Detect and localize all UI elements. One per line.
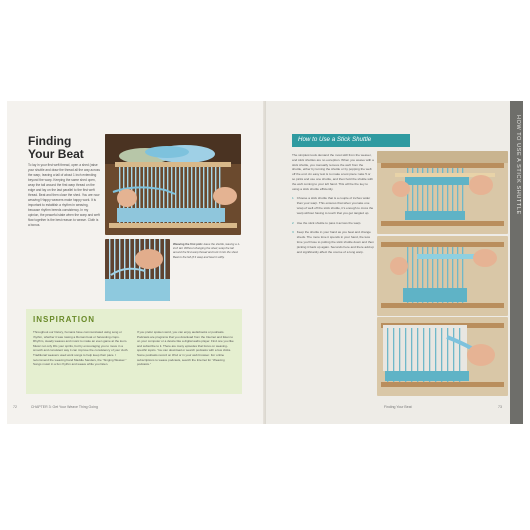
stick-shuttle-photo-1 bbox=[377, 151, 508, 234]
step-item bbox=[292, 230, 374, 254]
step-item bbox=[292, 221, 374, 226]
page-number-left: 72 bbox=[13, 405, 17, 409]
chapter-footer: CHAPTER 3: Get Your Weave Thing Going bbox=[30, 405, 98, 409]
loom-photo-closeup bbox=[105, 239, 170, 301]
section-heading-bar bbox=[292, 134, 410, 147]
body-text: To lay in your first weft thread, open a shed (raise your shuttle and draw the thread all the way across the warp, leaving a tail of about 1 inch extending beyond the warp. Keeping the same shed open, wrap the tail around the first warp thread on the edge and lay on the last parallel to the first weft thread. Beat and then close the shed. You are now weaving! Happy weavers make happy work. It is important to establish a rhythm in weaving, because rhythm breeds consistency. In my opinion, the peaceful state when the warp and weft flow together is the best reason to weave. Cloth is a bonus. bbox=[28, 163, 100, 227]
step-text: Choose a stick shuttle that is a couple of inches wider than your warp. This ensures that when you take one wrap of weft off the stick shuttle, it's enough to cross the warp without having to touch that you get tangled up. bbox=[296, 196, 374, 215]
photo-caption bbox=[173, 242, 243, 259]
book-spread bbox=[7, 101, 523, 424]
right-page bbox=[266, 101, 523, 424]
caption-text: leave the shuttle, leaving a 1-inch tail. Without changing the shed, wrap the tail around the first warp thread and tuck it into the shed. Beat to the fell (if it was) and beat it softly. bbox=[173, 242, 240, 259]
inspiration-box bbox=[26, 309, 242, 394]
sidebar-label: HOW TO USE A STICK SHUTTLE bbox=[515, 115, 521, 215]
inspiration-title: INSPIRATION bbox=[33, 315, 95, 324]
step-number: 2 bbox=[292, 220, 294, 225]
page-number-right: 73 bbox=[498, 405, 502, 409]
step-item bbox=[292, 196, 374, 215]
stick-shuttle-photo-2 bbox=[377, 236, 508, 316]
running-footer: Finding Your Beat bbox=[384, 405, 412, 409]
page-title: Finding Your Beat bbox=[28, 134, 84, 161]
step-text: Keep the shuttle in your hand as you beat and change sheds. The more time it spends in your hand, the less time you'll lose to putting the stick shuttle down and then picking it back up again. Seconds here and there add up and significantly affect the course of a long warp. bbox=[296, 230, 374, 254]
loom-photo-first-pick bbox=[105, 134, 241, 235]
step-number: 3 bbox=[292, 230, 294, 235]
right-body bbox=[292, 153, 374, 254]
step-text: Use the stick shuttle to pass it across the warp. bbox=[296, 220, 362, 225]
inspiration-column-2: If you prefer spoken word, you can enjoy audiobooks or podcasts. Podcasts are programs that you download from the Internet and listen to on your computer or a device like a digital audio player. Find one you like and subscribe to it. There are many episodes that focus on weaving-specific topics. You can download or search podcasts with a few clicks. Some podcasts record on iPod or in your web browser. For online subscriptions to weave podcasts, search the Internet for “Weaving podcasts.” bbox=[137, 330, 234, 367]
left-footer bbox=[13, 405, 98, 409]
intro-text: The simplest tools demand the most skill from the weaver, and stick shuttles are no exception. When you weave with a stick shuttle, you manually remove the weft from the shuttle, either by turning the shuttle or by popping the weft off the end. An easy test is to make a test piece: take 5 or so picks and use one shuttle, and then hold the shuttle with the weft coming to your left hand. This will be the key to using a stick shuttle efficiently. bbox=[292, 153, 374, 191]
inspiration-column-1: Throughout our history, humans have communicated using song or rhythm, whether it was rowing a Roman boat or harvesting crops. Rhythm, steady weaves and music to make an even game at the loom. Music not only lifts your spirits, but by encouraging you to move in a smooth and consistent way it can improve the consistency of your cloth. Traditional weavers used work songs to help keep their pace. I recommend the weaving band Maddie Sanders, the “Singing Weaver.” Songs music in a fun rhythm and weave while you listen. bbox=[33, 330, 129, 367]
section-heading: How to Use a Stick Shuttle bbox=[298, 136, 372, 143]
caption-lead: Weaving the first pick: bbox=[173, 242, 203, 246]
chapter-sidebar-tab bbox=[510, 101, 523, 424]
left-page bbox=[7, 101, 265, 424]
step-number: 1 bbox=[292, 196, 294, 201]
stick-shuttle-photo-3 bbox=[377, 317, 508, 396]
